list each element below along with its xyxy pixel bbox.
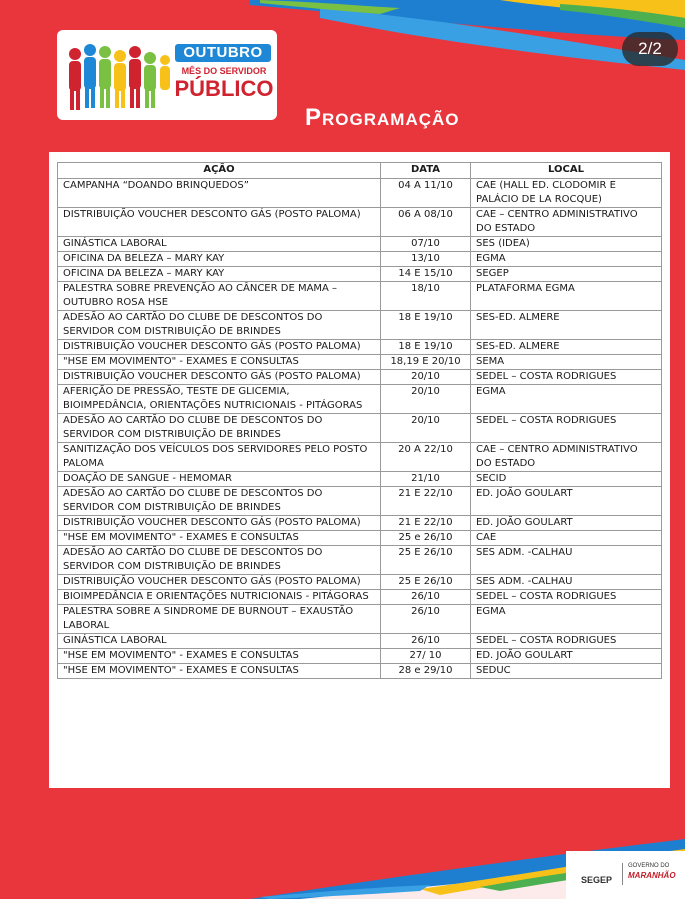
logo-month-badge: OUTUBRO bbox=[175, 44, 271, 62]
cell-data: 18 E 19/10 bbox=[381, 340, 471, 355]
cell-acao: SANITIZAÇÃO DOS VEÍCULOS DOS SERVIDORES PELO POSTO PALOMA bbox=[58, 443, 381, 472]
cell-local: SES-ED. ALMERE bbox=[471, 311, 662, 340]
cell-local: SES ADM. -CALHAU bbox=[471, 575, 662, 590]
table-row bbox=[58, 179, 662, 208]
cell-data: 27/ 10 bbox=[381, 649, 471, 664]
cell-data: 20/10 bbox=[381, 385, 471, 414]
cell-data: 21 E 22/10 bbox=[381, 516, 471, 531]
cell-acao: OFICINA DA BELEZA – MARY KAY bbox=[58, 267, 381, 282]
cell-acao: DOAÇÃO DE SANGUE - HEMOMAR bbox=[58, 472, 381, 487]
cell-local: PLATAFORMA EGMA bbox=[471, 282, 662, 311]
cell-local: SES (IDEA) bbox=[471, 237, 662, 252]
cell-local: SES ADM. -CALHAU bbox=[471, 546, 662, 575]
table-row bbox=[58, 443, 662, 472]
page-title: Programação bbox=[305, 104, 460, 131]
table-row bbox=[58, 355, 662, 370]
table-row bbox=[58, 370, 662, 385]
cell-local: EGMA bbox=[471, 605, 662, 634]
column-header-local: LOCAL bbox=[471, 163, 662, 179]
table-row bbox=[58, 237, 662, 252]
cell-acao: ADESÃO AO CARTÃO DO CLUBE DE DESCONTOS DO SERVIDOR COM DISTRIBUIÇÃO DE BRINDES bbox=[58, 414, 381, 443]
cell-acao: "HSE EM MOVIMENTO" - EXAMES E CONSULTAS bbox=[58, 649, 381, 664]
cell-data: 25 e 26/10 bbox=[381, 531, 471, 546]
table-row bbox=[58, 546, 662, 575]
table-row bbox=[58, 385, 662, 414]
cell-acao: PALESTRA SOBRE A SINDROME DE BURNOUT – EXAUSTÃO LABORAL bbox=[58, 605, 381, 634]
table-row bbox=[58, 487, 662, 516]
table-row bbox=[58, 340, 662, 355]
cell-data: 20/10 bbox=[381, 414, 471, 443]
page-counter-badge: 2/2 bbox=[622, 32, 678, 66]
table-row bbox=[58, 605, 662, 634]
cell-local: EGMA bbox=[471, 252, 662, 267]
table-row bbox=[58, 282, 662, 311]
cell-data: 26/10 bbox=[381, 605, 471, 634]
cell-local: SEGEP bbox=[471, 267, 662, 282]
table-row bbox=[58, 634, 662, 649]
cell-acao: ADESÃO AO CARTÃO DO CLUBE DE DESCONTOS DO SERVIDOR COM DISTRIBUIÇÃO DE BRINDES bbox=[58, 311, 381, 340]
cell-acao: ADESÃO AO CARTÃO DO CLUBE DE DESCONTOS DO SERVIDOR COM DISTRIBUIÇÃO DE BRINDES bbox=[58, 546, 381, 575]
cell-acao: ADESÃO AO CARTÃO DO CLUBE DE DESCONTOS DO SERVIDOR COM DISTRIBUIÇÃO DE BRINDES bbox=[58, 487, 381, 516]
schedule-card bbox=[49, 152, 670, 788]
cell-local: CAE – CENTRO ADMINISTRATIVO DO ESTADO bbox=[471, 208, 662, 237]
cell-acao: DISTRIBUIÇÃO VOUCHER DESCONTO GÁS (POSTO PALOMA) bbox=[58, 575, 381, 590]
people-group-icon bbox=[63, 38, 178, 114]
cell-acao: "HSE EM MOVIMENTO" - EXAMES E CONSULTAS bbox=[58, 664, 381, 679]
cell-local: SEDEL – COSTA RODRIGUES bbox=[471, 370, 662, 385]
cell-local: ED. JOÃO GOULART bbox=[471, 487, 662, 516]
table-row bbox=[58, 414, 662, 443]
cell-local: SEDEL – COSTA RODRIGUES bbox=[471, 590, 662, 605]
cell-local: SECID bbox=[471, 472, 662, 487]
column-header-data: DATA bbox=[381, 163, 471, 179]
cell-acao: "HSE EM MOVIMENTO" - EXAMES E CONSULTAS bbox=[58, 531, 381, 546]
cell-acao: AFERIÇÃO DE PRESSÃO, TESTE DE GLICEMIA, BIOIMPEDÂNCIA, ORIENTAÇÕES NUTRICIONAIS - PITÁGORAS bbox=[58, 385, 381, 414]
cell-acao: GINÁSTICA LABORAL bbox=[58, 237, 381, 252]
cell-local: EGMA bbox=[471, 385, 662, 414]
cell-data: 25 E 26/10 bbox=[381, 575, 471, 590]
cell-acao: DISTRIBUIÇÃO VOUCHER DESCONTO GÁS (POSTO PALOMA) bbox=[58, 370, 381, 385]
column-header-acao: AÇÃO bbox=[58, 163, 381, 179]
footer-state-logo: MARANHÃO bbox=[628, 871, 676, 880]
cell-data: 20/10 bbox=[381, 370, 471, 385]
cell-acao: DISTRIBUIÇÃO VOUCHER DESCONTO GÁS (POSTO PALOMA) bbox=[58, 208, 381, 237]
table-row bbox=[58, 531, 662, 546]
cell-acao: GINÁSTICA LABORAL bbox=[58, 634, 381, 649]
cell-local: ED. JOÃO GOULART bbox=[471, 649, 662, 664]
cell-local: SEDEL – COSTA RODRIGUES bbox=[471, 414, 662, 443]
cell-data: 04 A 11/10 bbox=[381, 179, 471, 208]
cell-data: 21/10 bbox=[381, 472, 471, 487]
cell-data: 14 E 15/10 bbox=[381, 267, 471, 282]
table-row bbox=[58, 311, 662, 340]
table-row bbox=[58, 208, 662, 237]
schedule-table bbox=[57, 162, 662, 679]
cell-acao: CAMPANHA “DOANDO BRINQUEDOS” bbox=[58, 179, 381, 208]
cell-acao: OFICINA DA BELEZA – MARY KAY bbox=[58, 252, 381, 267]
cell-acao: BIOIMPEDÂNCIA E ORIENTAÇÕES NUTRICIONAIS - PITÁGORAS bbox=[58, 590, 381, 605]
cell-data: 07/10 bbox=[381, 237, 471, 252]
footer-divider bbox=[622, 863, 623, 885]
cell-local: SES-ED. ALMERE bbox=[471, 340, 662, 355]
cell-local: SEMA bbox=[471, 355, 662, 370]
event-logo bbox=[57, 30, 277, 120]
cell-local: ED. JOÃO GOULART bbox=[471, 516, 662, 531]
table-row bbox=[58, 472, 662, 487]
table-header-row bbox=[58, 163, 662, 179]
cell-data: 20 A 22/10 bbox=[381, 443, 471, 472]
cell-data: 06 A 08/10 bbox=[381, 208, 471, 237]
cell-data: 13/10 bbox=[381, 252, 471, 267]
cell-local: CAE – CENTRO ADMINISTRATIVO DO ESTADO bbox=[471, 443, 662, 472]
cell-local: CAE bbox=[471, 531, 662, 546]
cell-acao: DISTRIBUIÇÃO VOUCHER DESCONTO GÁS (POSTO PALOMA) bbox=[58, 340, 381, 355]
logo-subtitle: MÊS DO SERVIDOR bbox=[181, 66, 267, 76]
cell-data: 18/10 bbox=[381, 282, 471, 311]
table-row bbox=[58, 649, 662, 664]
cell-local: SEDEL – COSTA RODRIGUES bbox=[471, 634, 662, 649]
cell-data: 25 E 26/10 bbox=[381, 546, 471, 575]
cell-local: CAE (HALL ED. CLODOMIR E PALÁCIO DE LA ROCQUE) bbox=[471, 179, 662, 208]
table-row bbox=[58, 252, 662, 267]
cell-data: 18,19 E 20/10 bbox=[381, 355, 471, 370]
cell-acao: DISTRIBUIÇÃO VOUCHER DESCONTO GÁS (POSTO PALOMA) bbox=[58, 516, 381, 531]
cell-data: 18 E 19/10 bbox=[381, 311, 471, 340]
cell-acao: PALESTRA SOBRE PREVENÇÃO AO CÂNCER DE MAMA – OUTUBRO ROSA HSE bbox=[58, 282, 381, 311]
cell-acao: "HSE EM MOVIMENTO" - EXAMES E CONSULTAS bbox=[58, 355, 381, 370]
cell-data: 21 E 22/10 bbox=[381, 487, 471, 516]
cell-data: 28 e 29/10 bbox=[381, 664, 471, 679]
table-row bbox=[58, 267, 662, 282]
logo-main-text: PÚBLICO bbox=[174, 76, 274, 101]
table-row bbox=[58, 664, 662, 679]
cell-local: SEDUC bbox=[471, 664, 662, 679]
footer-government-label: GOVERNO DO bbox=[628, 863, 670, 869]
table-row bbox=[58, 516, 662, 531]
table-row bbox=[58, 590, 662, 605]
cell-data: 26/10 bbox=[381, 590, 471, 605]
schedule-table-body bbox=[58, 179, 662, 679]
footer-segep-logo: SEGEP bbox=[581, 875, 613, 885]
table-row bbox=[58, 575, 662, 590]
cell-data: 26/10 bbox=[381, 634, 471, 649]
